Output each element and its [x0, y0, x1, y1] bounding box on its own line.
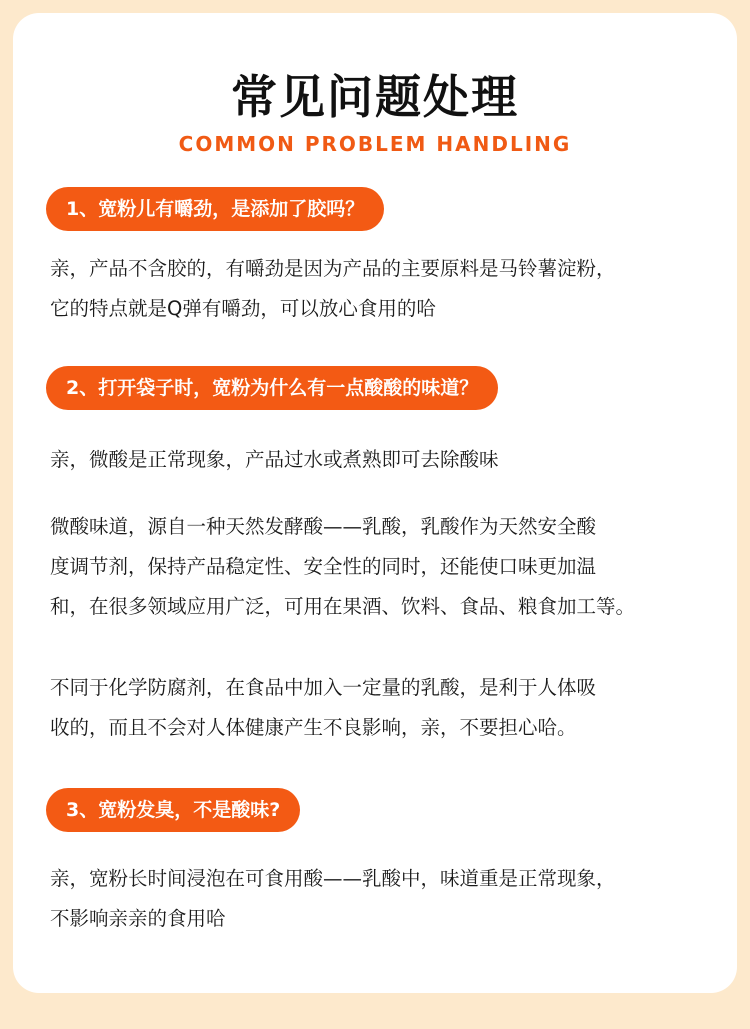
page-title: 常见问题处理	[231, 70, 519, 124]
answer-line: 度调节剂，保持产品稳定性、安全性的同时，还能使口味更加温	[50, 555, 597, 578]
answer-line: 收的，而且不会对人体健康产生不良影响，亲，不要担心哈。	[50, 716, 577, 739]
page-subtitle: COMMON PROBLEM HANDLING	[178, 132, 572, 156]
answer-line: 亲，产品不含胶的，有嚼劲是因为产品的主要原料是马铃薯淀粉，	[50, 257, 616, 280]
answer-3-paragraph-1	[50, 859, 720, 939]
answer-line: 不同于化学防腐剂，在食品中加入一定量的乳酸，是利于人体吸	[50, 676, 597, 699]
answer-line: 它的特点就是Q弹有嚼劲，可以放心食用的哈	[50, 297, 436, 320]
answer-line: 不影响亲亲的食用哈	[50, 907, 226, 930]
answer-2-paragraph-2	[50, 507, 720, 627]
content-card	[13, 13, 737, 993]
question-badge-1: 1、宽粉儿有嚼劲，是添加了胶吗？	[46, 187, 384, 231]
answer-line: 微酸味道，源自一种天然发酵酸——乳酸，乳酸作为天然安全酸	[50, 515, 597, 538]
answer-line: 和，在很多领域应用广泛，可用在果酒、饮料、食品、粮食加工等。	[50, 595, 636, 618]
answer-2-paragraph-3	[50, 668, 720, 748]
answer-2-paragraph-1	[50, 440, 720, 480]
question-badge-2: 2、打开袋子时，宽粉为什么有一点酸酸的味道？	[46, 366, 498, 410]
answer-1-paragraph-1	[50, 249, 720, 329]
answer-line: 亲，微酸是正常现象，产品过水或煮熟即可去除酸味	[50, 448, 499, 471]
answer-line: 亲，宽粉长时间浸泡在可食用酸——乳酸中，味道重是正常现象，	[50, 867, 616, 890]
question-badge-3: 3、宽粉发臭，不是酸味?	[46, 788, 300, 832]
